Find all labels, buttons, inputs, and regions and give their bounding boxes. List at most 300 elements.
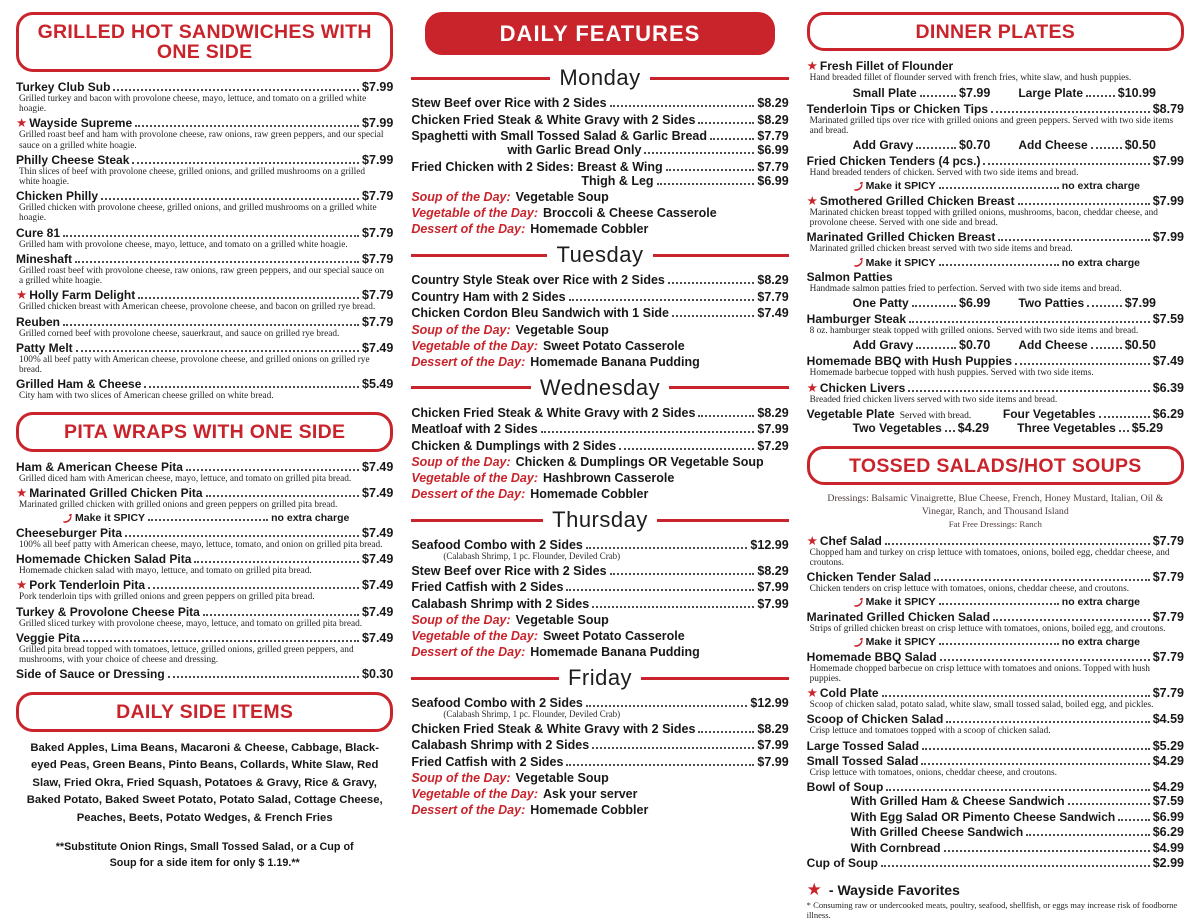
item-price: $7.99 xyxy=(757,580,789,594)
item-description: Handmade salmon patties fried to perfection. Served with two side items and bread. xyxy=(809,284,1122,294)
item-name: Reuben xyxy=(16,314,61,329)
dotted-leader xyxy=(1119,430,1129,432)
item-name: Wayside Supreme xyxy=(29,116,133,131)
menu-item xyxy=(411,580,788,594)
price-pair xyxy=(1018,296,1156,310)
item-description: Pork tenderloin tips with grilled onions and green peppers on grilled pita bread. xyxy=(19,592,315,603)
item-name: Marinated Grilled Chicken Breast xyxy=(806,230,996,245)
item-price: $8.79 xyxy=(1152,101,1184,116)
dotted-leader xyxy=(983,163,1149,165)
menu-item xyxy=(16,578,393,602)
menu-item xyxy=(16,631,393,665)
item-price: $5.29 xyxy=(1152,738,1184,753)
item-price: $8.29 xyxy=(757,563,789,578)
day-section xyxy=(411,375,788,502)
spicy-label: Make it SPICY xyxy=(865,596,936,609)
item-name: Scoop of Chicken Salad xyxy=(806,712,944,727)
item-name: Marinated Grilled Chicken Salad xyxy=(806,609,991,624)
info-label: Soup of the Day: xyxy=(411,455,511,469)
menu-item-row xyxy=(16,605,393,619)
menu-item xyxy=(411,439,788,453)
dotted-leader xyxy=(945,430,955,432)
item-description: Thin slices of beef with provolone cheese, grilled onions, and grilled mushrooms on a grilled white hoagie. xyxy=(19,166,365,188)
menu-item xyxy=(16,226,393,250)
pair-price: $7.99 xyxy=(1124,296,1156,311)
pair-price: $0.70 xyxy=(959,338,991,353)
dotted-leader xyxy=(1026,834,1149,836)
favorites-label: - Wayside Favorites xyxy=(828,881,960,898)
item-name: Holly Farm Delight xyxy=(29,288,136,303)
day-header xyxy=(411,507,788,533)
dotted-leader xyxy=(666,169,755,171)
day-section xyxy=(411,65,788,236)
item-name: Turkey & Provolone Cheese Pita xyxy=(16,604,200,619)
make-it-spicy-row xyxy=(853,596,1140,608)
dotted-leader xyxy=(939,643,1059,645)
item-description: Grilled chicken breast with American cheese, provolone cheese, and bacon on grilled rye bread. xyxy=(19,302,376,313)
menu-item-row xyxy=(807,712,1184,726)
item-name: Cheeseburger Pita xyxy=(16,525,123,540)
info-value: Vegetable Soup xyxy=(515,771,609,785)
sub-item-row xyxy=(851,841,1184,855)
dotted-leader xyxy=(1068,803,1150,805)
vegetable-of-the-day xyxy=(411,206,788,220)
item-price: $2.99 xyxy=(1152,856,1184,871)
item-price: $4.29 xyxy=(1152,780,1184,795)
menu-item-row xyxy=(16,288,393,302)
price-pair-row xyxy=(853,138,1156,152)
info-label: Vegetable of the Day: xyxy=(411,787,538,801)
menu-item-row xyxy=(16,631,393,645)
menu-item xyxy=(807,194,1184,228)
menu-item-row xyxy=(411,696,788,710)
dotted-leader xyxy=(946,721,1149,723)
dotted-leader xyxy=(993,619,1150,621)
menu-item xyxy=(807,407,1184,435)
info-value: Chicken & Dumplings OR Vegetable Soup xyxy=(515,455,764,469)
item-name: Marinated Grilled Chicken Pita xyxy=(29,486,203,501)
dotted-leader xyxy=(541,431,755,433)
dotted-leader xyxy=(206,495,359,497)
pair-label: Add Cheese xyxy=(1018,338,1088,353)
item-price: $4.29 xyxy=(1152,754,1184,769)
dotted-leader xyxy=(912,305,956,307)
info-label: Dessert of the Day: xyxy=(411,354,526,369)
item-name: Turkey Club Sub xyxy=(16,79,111,94)
menu-item xyxy=(411,722,788,736)
spicy-label: Make it SPICY xyxy=(75,512,146,525)
price-pair xyxy=(853,86,991,100)
item-description: Crisp lettuce with tomatoes, onions, cheddar cheese, and croutons. xyxy=(809,768,1057,779)
dessert-of-the-day xyxy=(411,355,788,369)
sub-item-name: With Grilled Cheese Sandwich xyxy=(850,825,1024,840)
pair-label: One Patty xyxy=(852,296,909,311)
info-value: Broccoli & Cheese Casserole xyxy=(542,206,717,220)
spicy-label: Make it SPICY xyxy=(865,180,936,193)
item-name: Mineshaft xyxy=(16,251,73,266)
menu-item-row xyxy=(411,738,788,752)
substitution-note: **Substitute Onion Rings, Small Tossed Salad, or a Cup of Soup for a side item for only $ 1.19.** xyxy=(55,841,354,870)
item-description: Hand breaded fillet of flounder served with french fries, white slaw, and hush puppies. xyxy=(809,73,1132,84)
day-section xyxy=(411,242,788,369)
item-description: Grilled pita bread topped with tomatoes, lettuce, grilled onions, grilled green peppers, and mushrooms, with your choice of cheese and dressing. xyxy=(19,644,354,665)
item-price: $7.49 xyxy=(1152,354,1184,369)
price-pair xyxy=(1018,338,1156,352)
dotted-leader xyxy=(939,264,1059,266)
dotted-leader xyxy=(76,350,359,352)
info-label: Soup of the Day: xyxy=(411,190,511,204)
menu-item xyxy=(16,667,393,681)
item-price: $7.79 xyxy=(362,251,394,266)
menu-item xyxy=(807,381,1184,405)
pair-label: Three Vegetables xyxy=(1017,420,1116,435)
item-description: Grilled sliced turkey with provolone cheese, mayo, lettuce, and tomato on grilled pita bread. xyxy=(19,618,363,629)
item-price: $7.99 xyxy=(757,738,789,752)
dotted-leader xyxy=(569,299,755,301)
item-price: $7.79 xyxy=(1152,533,1184,548)
day-header xyxy=(411,375,788,401)
dotted-leader xyxy=(882,695,1150,697)
item-name: Tenderloin Tips or Chicken Tips xyxy=(806,101,989,116)
menu-item-row xyxy=(16,226,393,240)
menu-item-row xyxy=(807,610,1184,624)
dotted-leader xyxy=(698,122,754,124)
day-name: Wednesday xyxy=(539,374,661,400)
item-description: 8 oz. hamburger steak topped with grilled onions. Served with two side items and bread. xyxy=(809,326,1139,337)
info-label: Vegetable of the Day: xyxy=(411,338,538,353)
info-label: Soup of the Day: xyxy=(411,771,511,785)
item-price: $7.79 xyxy=(362,225,394,240)
make-it-spicy-row xyxy=(853,636,1140,648)
item-name: Bowl of Soup xyxy=(806,780,884,795)
dotted-leader xyxy=(566,764,754,766)
menu-item-row xyxy=(16,315,393,329)
no-extra-charge-label: no extra charge xyxy=(1061,636,1140,649)
item-description: Homemade barbecue topped with hush puppies. Served with two side items. xyxy=(809,368,1094,379)
dotted-leader xyxy=(998,239,1149,241)
menu-item xyxy=(411,160,788,188)
item-price: $12.99 xyxy=(750,538,789,552)
make-it-spicy-row xyxy=(853,257,1140,269)
menu-item-row xyxy=(807,754,1184,768)
item-name: Cure 81 xyxy=(16,225,61,240)
dotted-leader xyxy=(566,589,754,591)
item-name: Large Tossed Salad xyxy=(806,738,920,753)
item-price: $7.29 xyxy=(757,438,789,453)
dotted-leader xyxy=(909,321,1150,323)
dotted-leader xyxy=(944,850,1150,852)
item-name: Philly Cheese Steak xyxy=(16,152,130,167)
menu-item-row xyxy=(411,580,788,594)
menu-item-row xyxy=(16,460,393,474)
info-label: Vegetable of the Day: xyxy=(411,206,538,220)
menu-item xyxy=(16,315,393,339)
day-name: Tuesday xyxy=(556,242,644,267)
item-price: $7.79 xyxy=(757,289,789,304)
dotted-leader xyxy=(113,89,359,91)
menu-item xyxy=(411,306,788,320)
menu-item xyxy=(807,712,1184,736)
price-pair-row xyxy=(853,296,1156,310)
menu-item xyxy=(807,154,1184,192)
pair-label: Small Plate xyxy=(852,85,917,100)
pair-label: Two Patties xyxy=(1018,296,1085,311)
no-extra-charge-label: no extra charge xyxy=(1061,256,1140,269)
menu-item xyxy=(807,754,1184,778)
menu-item-row xyxy=(807,650,1184,664)
item-description: Homemade chicken salad with mayo, lettuce, and tomato on grilled pita bread. xyxy=(19,566,312,577)
pair-price: $10.99 xyxy=(1117,85,1156,100)
item-name: Fried Chicken Tenders (4 pcs.) xyxy=(806,154,981,169)
sub-item-row xyxy=(581,174,788,188)
dotted-leader xyxy=(916,147,956,149)
no-extra-charge-label: no extra charge xyxy=(1061,596,1140,609)
menu-item xyxy=(16,552,393,576)
vegetable-of-the-day xyxy=(411,471,788,485)
chili-pepper-icon xyxy=(853,597,864,608)
dotted-leader xyxy=(698,731,754,733)
favorite-star-icon: ★ xyxy=(806,686,818,701)
item-price: $7.59 xyxy=(1152,312,1184,327)
dotted-leader xyxy=(83,640,359,642)
item-price: $7.49 xyxy=(362,604,394,619)
item-name: Stew Beef over Rice with 2 Sides xyxy=(411,96,607,110)
menu-item-row xyxy=(807,154,1184,168)
item-price: $7.49 xyxy=(362,486,394,501)
favorite-star-icon: ★ xyxy=(806,193,818,208)
dotted-leader xyxy=(132,162,359,164)
dotted-leader xyxy=(619,448,754,450)
dotted-leader xyxy=(920,95,956,97)
section-header: PITA WRAPS WITH ONE SIDE xyxy=(16,412,393,451)
dotted-leader xyxy=(922,748,1150,750)
menu-item-row xyxy=(807,194,1184,208)
item-name: Pork Tenderloin Pita xyxy=(29,578,146,593)
menu-item xyxy=(411,422,788,436)
pair-price: $6.99 xyxy=(959,296,991,311)
dessert-of-the-day xyxy=(411,487,788,501)
menu-item xyxy=(16,605,393,629)
menu-item xyxy=(807,610,1184,648)
info-label: Dessert of the Day: xyxy=(411,487,526,501)
menu-item-row xyxy=(411,306,788,320)
day-name: Thursday xyxy=(552,507,648,532)
dotted-leader xyxy=(698,415,754,417)
pair-label: Add Cheese xyxy=(1018,138,1088,153)
menu-item xyxy=(411,755,788,769)
dotted-leader xyxy=(63,235,359,237)
item-description: Grilled corned beef with provolone cheese, sauerkraut, and sauce on grilled rye bread. xyxy=(19,328,340,339)
soup-of-the-day xyxy=(411,455,788,469)
dotted-leader xyxy=(63,324,359,326)
info-value: Homemade Cobbler xyxy=(530,487,649,501)
section-header: TOSSED SALADS/HOT SOUPS xyxy=(807,446,1184,485)
dotted-leader xyxy=(592,747,754,749)
pair-price: $5.29 xyxy=(1131,420,1164,435)
price-pair xyxy=(1018,86,1156,100)
sub-item-row xyxy=(851,810,1184,824)
soup-of-the-day xyxy=(411,190,788,204)
vegetable-of-the-day xyxy=(411,629,788,643)
consumer-advisory: * Consuming raw or undercooked meats, poultry, seafood, shellfish, or eggs may increase risk of foodborne illness. xyxy=(806,900,1178,920)
price-pair xyxy=(1018,138,1156,152)
menu-item xyxy=(411,290,788,304)
sub-item-name: Thigh & Leg xyxy=(581,173,654,188)
menu-item-row xyxy=(411,129,788,143)
item-price: $7.79 xyxy=(362,314,394,329)
sub-item-label: Four Vegetables xyxy=(1002,406,1096,421)
dotted-leader xyxy=(586,547,748,549)
pair-price: $0.70 xyxy=(959,138,991,153)
dotted-leader xyxy=(672,315,754,317)
item-description: Hand breaded tenders of chicken. Served with two side items and bread. xyxy=(809,168,1079,179)
item-name: Stew Beef over Rice with 2 Sides xyxy=(411,563,607,578)
item-price: $5.49 xyxy=(362,377,394,392)
item-name: Fried Chicken with 2 Sides: Breast & Wing xyxy=(411,159,663,174)
make-it-spicy-row xyxy=(62,512,349,524)
menu-item-row xyxy=(411,96,788,110)
menu-section xyxy=(16,412,393,681)
item-price: $7.79 xyxy=(362,189,394,204)
item-price: $6.99 xyxy=(757,143,789,157)
menu-item-row xyxy=(411,113,788,127)
item-price: $8.29 xyxy=(757,273,789,287)
section-header: DAILY SIDE ITEMS xyxy=(16,692,393,731)
chili-pepper-icon xyxy=(853,637,864,648)
pair-price: $0.50 xyxy=(1124,338,1156,353)
dotted-leader xyxy=(203,614,359,616)
item-name: Seafood Combo with 2 Sides xyxy=(411,696,583,710)
item-price: $7.99 xyxy=(1152,193,1184,208)
item-name: Chicken Livers xyxy=(819,380,906,395)
menu-item-row xyxy=(411,422,788,436)
item-price: $7.99 xyxy=(362,152,394,167)
item-description: Chopped ham and turkey on crisp lettuce with tomatoes, onions, boiled egg, cheddar cheese, and croutons. xyxy=(809,547,1170,569)
day-header xyxy=(411,665,788,691)
section-header: DINNER PLATES xyxy=(807,12,1184,51)
day-header xyxy=(411,65,788,91)
item-description: City ham with two slices of American cheese grilled on white bread. xyxy=(19,391,274,402)
info-label: Soup of the Day: xyxy=(411,613,511,627)
item-name: Calabash Shrimp with 2 Sides xyxy=(411,596,590,611)
item-price: $7.79 xyxy=(1152,570,1184,585)
info-label: Dessert of the Day: xyxy=(411,645,526,659)
menu-item xyxy=(16,526,393,550)
dotted-leader xyxy=(592,606,754,608)
vegetable-of-the-day xyxy=(411,339,788,353)
favorite-star-icon: ★ xyxy=(16,288,28,303)
menu-item-row xyxy=(807,534,1184,548)
item-price: $8.29 xyxy=(757,721,789,736)
dotted-leader xyxy=(186,469,359,471)
menu-item xyxy=(16,252,393,286)
menu-item xyxy=(16,80,393,114)
menu-item xyxy=(807,780,1184,855)
item-price: $8.29 xyxy=(757,96,789,110)
item-description: Homemade chopped barbecue on crisp lettuce with tomatoes and onions. Topped with hush puppies. xyxy=(809,663,1150,684)
item-price: $7.79 xyxy=(1152,649,1184,664)
menu-item-row xyxy=(16,189,393,203)
dotted-leader xyxy=(1018,203,1150,205)
menu-item-row xyxy=(16,153,393,167)
menu-item xyxy=(411,129,788,157)
dotted-leader xyxy=(939,603,1059,605)
menu-item-row xyxy=(411,755,788,769)
item-name: Country Ham with 2 Sides xyxy=(411,289,566,304)
menu-item-row xyxy=(411,406,788,420)
menu-item-row xyxy=(16,80,393,94)
item-name: Fried Catfish with 2 Sides xyxy=(411,580,564,594)
item-price: $7.49 xyxy=(757,306,789,320)
dotted-leader xyxy=(1099,416,1150,418)
item-name: Fried Catfish with 2 Sides xyxy=(411,754,564,769)
price-pair-row xyxy=(853,338,1156,352)
dotted-leader xyxy=(644,152,754,154)
item-name: Chicken Fried Steak & White Gravy with 2 Sides xyxy=(411,405,696,420)
menu-item xyxy=(807,650,1184,684)
dotted-leader xyxy=(1086,95,1115,97)
menu-item xyxy=(807,534,1184,568)
chili-pepper-icon xyxy=(62,513,73,524)
dotted-leader xyxy=(916,347,956,349)
info-value: Homemade Cobbler xyxy=(530,222,649,236)
item-price: $7.59 xyxy=(1152,794,1184,809)
item-name: Homemade BBQ Salad xyxy=(806,649,937,664)
menu-item xyxy=(16,116,393,150)
menu-item xyxy=(411,406,788,420)
price-pair xyxy=(1017,421,1163,435)
dotted-leader xyxy=(934,579,1150,581)
dotted-leader xyxy=(991,111,1150,113)
menu-item xyxy=(411,273,788,287)
item-description: Grilled roast beef with provolone cheese, raw onions, raw green peppers, and our special sauce on a grilled white hoagie. xyxy=(19,265,385,287)
item-description: Grilled ham with provolone cheese, mayo, lettuce, and tomato on a grilled white hoagie. xyxy=(19,239,348,250)
menu-item xyxy=(411,538,788,561)
menu-item-row xyxy=(807,230,1184,244)
item-name: Side of Sauce or Dressing xyxy=(16,667,165,682)
menu-item-row xyxy=(411,273,788,287)
item-price: $6.39 xyxy=(1152,380,1184,395)
menu-item-row xyxy=(807,270,1184,284)
info-value: Sweet Potato Casserole xyxy=(542,629,685,643)
item-price: $7.99 xyxy=(757,596,789,611)
item-name: Chef Salad xyxy=(819,533,882,548)
menu-item-row xyxy=(16,526,393,540)
dotted-leader xyxy=(886,789,1149,791)
item-name: Salmon Patties xyxy=(806,270,893,284)
dressings-note: Dressings: Balsamic Vinaigrette, Blue Cheese, French, Honey Mustard, Italian, Oil & Vinegar, Ranch, and Thousand Island xyxy=(827,493,1164,517)
dotted-leader xyxy=(1091,147,1122,149)
menu-item xyxy=(807,570,1184,608)
item-name: Homemade Chicken Salad Pita xyxy=(16,552,192,567)
item-price: $8.29 xyxy=(757,112,789,127)
item-name: Small Tossed Salad xyxy=(806,754,919,769)
item-price: $12.99 xyxy=(750,696,789,710)
dotted-leader xyxy=(908,390,1149,392)
day-header xyxy=(411,242,788,268)
menu-item xyxy=(16,189,393,223)
spicy-label: Make it SPICY xyxy=(865,636,936,649)
item-description: Strips of grilled chicken breast on crisp lettuce with tomatoes, onions, boiled egg, and croutons. xyxy=(809,623,1166,634)
menu-item-row xyxy=(411,439,788,453)
item-name: Smothered Grilled Chicken Breast xyxy=(819,193,1015,208)
item-name: Grilled Ham & Cheese xyxy=(16,377,142,392)
menu-item xyxy=(16,341,393,375)
price-pair xyxy=(853,296,991,310)
item-name: Spaghetti with Small Tossed Salad & Garlic Bread xyxy=(411,129,708,143)
menu-item-row xyxy=(411,597,788,611)
menu-item-row xyxy=(807,407,1184,421)
